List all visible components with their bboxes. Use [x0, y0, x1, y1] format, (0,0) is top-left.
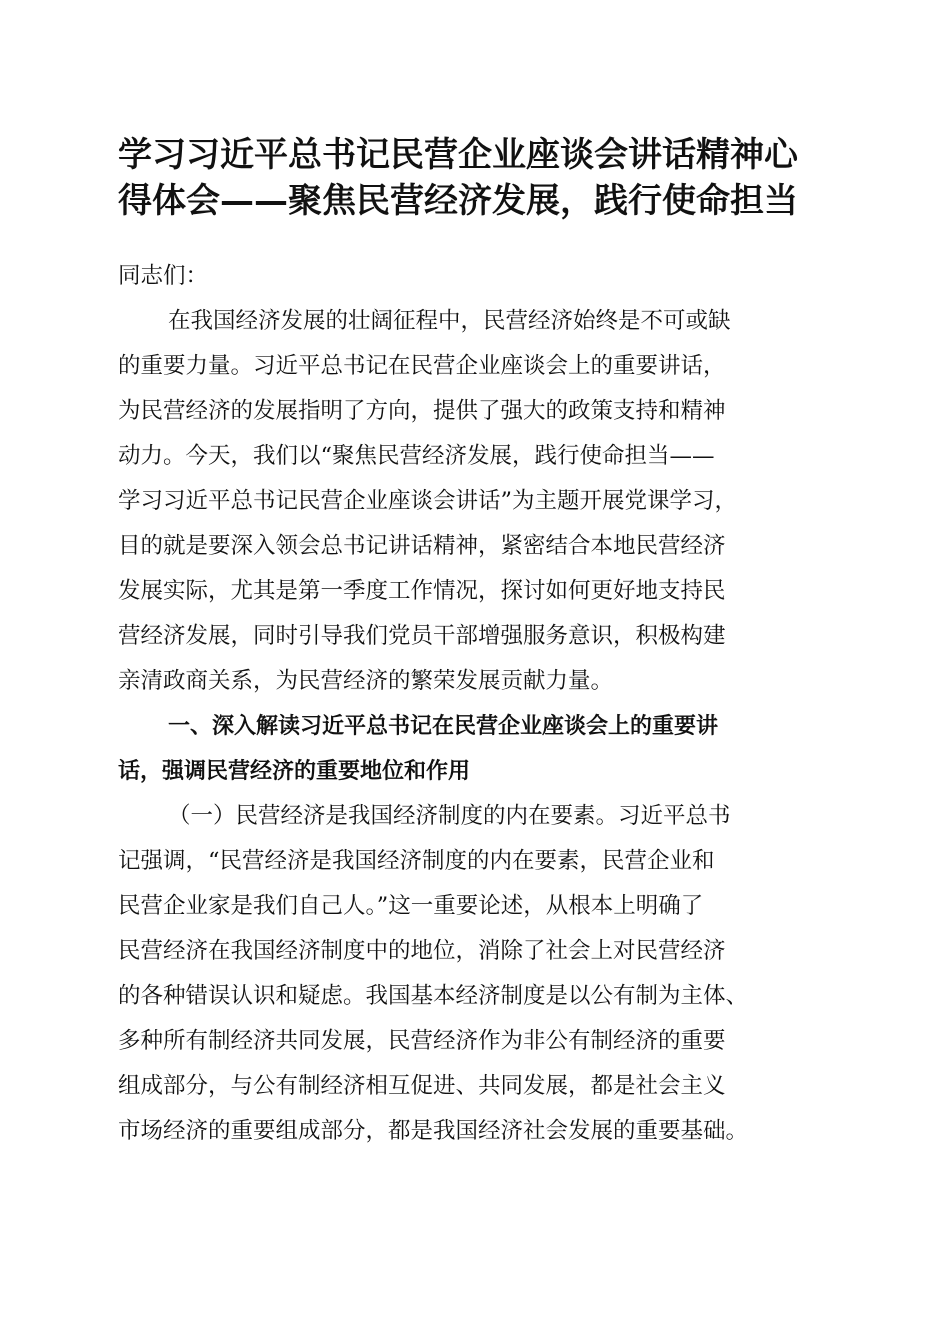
intro-paragraph — [118, 299, 848, 704]
text-line: 亲清政商关系，为民营经济的繁荣发展贡献力量。 — [118, 668, 614, 694]
text-line: （一）民营经济是我国经济制度的内在要素。习近平总书 — [168, 803, 731, 829]
text-line: 为民营经济的发展指明了方向，提供了强大的政策支持和精神 — [118, 398, 726, 424]
text-line: 动力。今天，我们以“聚焦民营经济发展，践行使命担当—— — [118, 443, 715, 469]
text-line: 营经济发展，同时引导我们党员干部增强服务意识，积极构建 — [118, 623, 726, 649]
text-line: 学习习近平总书记民营企业座谈会讲话”为主题开展党课学习， — [118, 488, 738, 514]
title-line: 学习习近平总书记民营企业座谈会讲话精神心 — [118, 135, 798, 175]
text-line: 多种所有制经济共同发展，民营经济作为非公有制经济的重要 — [118, 1028, 726, 1054]
text-line: 记强调，“民营经济是我国经济制度的内在要素，民营企业和 — [118, 848, 715, 874]
title-line: 得体会——聚焦民营经济发展，践行使命担当 — [118, 181, 798, 221]
heading-line: 话，强调民营经济的重要地位和作用 — [118, 759, 471, 784]
greeting: 同志们： — [118, 263, 209, 289]
text-line: 民营企业家是我们自己人。”这一重要论述，从根本上明确了 — [118, 893, 704, 919]
text-line: 目的就是要深入领会总书记讲话精神，紧密结合本地民营经济 — [118, 533, 726, 559]
text-line: 发展实际，尤其是第一季度工作情况，探讨如何更好地支持民 — [118, 578, 726, 604]
document-body — [118, 254, 848, 1154]
text-line: 在我国经济发展的壮阔征程中，民营经济始终是不可或缺 — [168, 308, 731, 334]
text-line: 组成部分，与公有制经济相互促进、共同发展，都是社会主义 — [118, 1073, 726, 1099]
document-title — [118, 132, 838, 224]
heading-line: 一、深入解读习近平总书记在民营企业座谈会上的重要讲 — [168, 714, 719, 739]
text-line: 的重要力量。习近平总书记在民营企业座谈会上的重要讲话， — [118, 353, 726, 379]
text-line: 的各种错误认识和疑虑。我国基本经济制度是以公有制为主体、 — [118, 983, 749, 1009]
section-heading — [118, 704, 848, 794]
text-line: 市场经济的重要组成部分，都是我国经济社会发展的重要基础。 — [118, 1118, 749, 1144]
text-line: 民营经济在我国经济制度中的地位，消除了社会上对民营经济 — [118, 938, 726, 964]
subsection-paragraph — [118, 794, 848, 1154]
